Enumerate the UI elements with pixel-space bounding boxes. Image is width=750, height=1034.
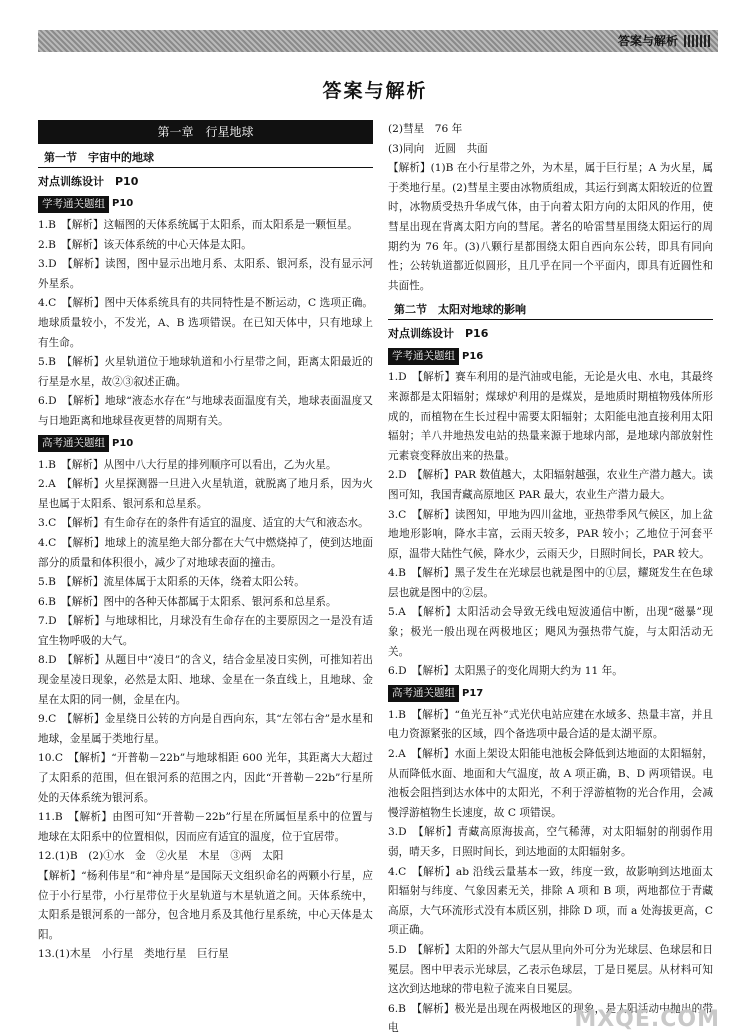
answer-item: 11.B 【解析】由图可知“开普勒－22b”行星在所属恒星系中的位置与地球在太阳系中的位置相似，因而应有适宜的温度，位于宜居带。 (38, 811, 373, 843)
answer-item: 3.C 【解析】有生命存在的条件有适宜的温度、适宜的大气和液态水。 (38, 517, 369, 530)
watermark: MXQE.COM (574, 1007, 720, 1032)
answer-item: 4.C 【解析】ab 沿线云量基本一致，纬度一致，故影响到达地面太阳辐射与纬度、气象因素无关，排除 A 项和 B 项，两地都位于青藏高原，大气环流形式没有本质区别，排除 D 项，而 a 处海拔更高，C 项正确。 (388, 865, 713, 937)
header-bar (38, 30, 718, 52)
answer-item: 5.A 【解析】太阳活动会导致无线电短波通信中断，出现“磁暴”现象；极光一般出现在两极地区；飓风为强热带气旋，与太阳活动无关。 (388, 606, 713, 658)
answer-item: 2.B 【解析】该天体系统的中心天体是太阳。 (38, 238, 252, 251)
group-page-ref: P10 (112, 198, 134, 210)
answer-list (388, 120, 713, 296)
answer-item: (2)彗星 76 年 (388, 123, 463, 135)
answer-item: 13.(1)木星 小行星 类地行星 巨行星 (38, 948, 229, 961)
group-page-ref: P10 (112, 437, 134, 449)
group-label: 学考通关题组 (388, 348, 459, 365)
answer-item: 3.C 【解析】读图知，甲地为四川盆地，亚热带季风气候区，加上盆地地形影响，降水丰富，云雨天较多，PAR 较小；乙地位于河套平原，温带大陆性气候，降水少，云雨天少，日照时间长，PAR 较大。 (388, 508, 713, 560)
training-heading: 对点训练设计 P10 (38, 175, 139, 188)
answer-item: 10.C 【解析】“开普勒－22b”与地球相距 600 光年，其距离大大超过了太阳系的范围，但在银河系的范围之内，因此“开普勒－22b”行星所处的天体系统为银河系。 (38, 752, 373, 804)
answer-item: 1.D 【解析】赛车利用的是汽油或电能，无论是火电、水电，其最终来源都是太阳辐射；煤球炉利用的是煤炭，是地质时期植物残体所形成的，而植物在生长过程中需要太阳辐射；太阳能电池直接利用太阳辐射；羊八井地热发电站的热量来源于地球内部，是地球内部放射性元素衰变释放出来的热量。 (388, 371, 713, 462)
answer-item: 6.D 【解析】太阳黑子的变化周期大约为 11 年。 (388, 665, 623, 678)
answer-item: 2.A 【解析】水面上架设太阳能电池板会降低到达地面的太阳辐射，从而降低水面、地面和大气温度，故 A 项正确，B、D 两项错误。电池板会阻挡到达水体中的太阳光，不利于浮游植物的光合作用，会减慢浮游植物生长速度，故 C 项错误。 (388, 748, 713, 819)
answer-item: 2.A 【解析】火星探测器一旦进入火星轨道，就脱离了地月系，因为火星也属于太阳系、银河系和总星系。 (38, 478, 373, 510)
answer-item: 1.B 【解析】从图中八大行星的排列顺序可以看出，乙为火星。 (38, 458, 337, 471)
answer-item: 3.D 【解析】青藏高原海拔高，空气稀薄，对太阳辐射的削弱作用弱，晴天多，日照时间长，到达地面的太阳辐射多。 (388, 826, 713, 858)
page-title: 答案与解析 (322, 80, 428, 102)
left-column (38, 120, 373, 965)
answer-item: 【解析】“杨利伟星”和“神舟星”是国际天文组织命名的两颗小行星，应位于小行星带，小行星带位于火星轨道与木星轨道之间。天体系统中，太阳系是银河系的一部分，包含地月系及其他行星系统，中心天体是太阳。 (38, 870, 373, 941)
group-page-ref: P16 (462, 350, 484, 362)
answer-item: 1.B 【解析】这幅图的天体系统属于太阳系，而太阳系是一颗恒星。 (38, 219, 358, 231)
group-label: 高考通关题组 (38, 435, 109, 452)
training-heading: 对点训练设计 P16 (388, 327, 489, 341)
answer-item: 6.B 【解析】图中的各种天体都属于太阳系、银河系和总星系。 (38, 595, 337, 608)
answer-item: 5.B 【解析】流星体属于太阳系的天体，绕着太阳公转。 (38, 576, 305, 589)
answer-item: 4.C 【解析】图中天体系统具有的共同特性是不断运动，C 选项正确。地球质量较小，不发光，A、B 选项错误。在已知天体中，只有地球上有生命。 (38, 297, 373, 349)
group-header (388, 345, 713, 367)
header-label: 答案与解析 (617, 34, 678, 48)
answer-item: 12.(1)B (2)①水 金 ②火星 木星 ③两 太阳 (38, 850, 284, 863)
group-header (38, 193, 373, 215)
answer-list (388, 368, 713, 682)
group-page-ref: P17 (462, 688, 484, 700)
answer-list (38, 216, 373, 432)
answer-item: 6.D 【解析】地球“液态水存在”与地球表面温度有关，地球表面温度又与日地距离和地球昼夜更替的周期有关。 (38, 395, 373, 427)
answer-item: 9.C 【解析】金星绕日公转的方向是自西向东，其“左邻右舍”是水星和地球，金星属于类地行星。 (38, 713, 373, 745)
answer-list (38, 456, 373, 965)
right-column (388, 120, 713, 1034)
header-decoration (684, 35, 712, 47)
answer-list (388, 706, 713, 1034)
answer-item: 【解析】(1)B 在小行星带之外，为木星，属于巨行星；A 为火星，属于类地行星。(2)彗星主要由冰物质组成，其运行到离太阳较近的位置时，冰物质受热升华成气体，由于向着太阳方向的太阳风的作用，使彗星出现在背离太阳方向的彗尾。著名的哈雷彗星围绕太阳运行的周期约为 76 年。(3)八颗行星都围绕太阳自西向东公转，即具有同向性；公转轨道都近似圆形，且几乎在同一个平面内，即具有近圆性和共面性。 (388, 162, 713, 292)
answer-item: 5.D 【解析】太阳的外部大气层从里向外可分为光球层、色球层和日冕层。图中甲表示光球层，乙表示色球层，丁是日冕层。从材料可知这次到达地球的带电粒子流来自日冕层。 (388, 943, 713, 996)
answer-item: 2.D 【解析】PAR 数值越大，太阳辐射越强，农业生产潜力越大。读图可知，我国青藏高原地区 PAR 最大，农业生产潜力最大。 (388, 469, 713, 501)
answer-item: 3.D 【解析】读图，图中显示出地月系、太阳系、银河系，没有显示河外星系。 (38, 258, 373, 290)
answer-item: 6.B 【解析】极光是出现在两极地区的现象，是太阳活动中抛出的带电 (388, 1002, 713, 1034)
group-header (38, 433, 373, 455)
answer-item: 5.B 【解析】火星轨道位于地球轨道和小行星带之间，距离太阳最近的行星是水星，故②③叙述正确。 (38, 356, 373, 388)
answer-item: 1.B 【解析】“鱼光互补”式光伏电站应建在水域多、热量丰富，并且电力资源紧张的区域，四个备选项中最合适的是太湖平原。 (388, 708, 713, 741)
answer-item: 8.D 【解析】从题目中“凌日”的含义，结合金星凌日实例，可推知若出现金星凌日现象，必然是太阳、地球、金星在一条直线上，且地球、金星在太阳的同一侧，金星在内。 (38, 654, 373, 706)
group-label: 高考通关题组 (388, 685, 459, 702)
answer-item: 4.B 【解析】黑子发生在光球层也就是图中的①层，耀斑发生在色球层也就是图中的②层。 (388, 567, 713, 599)
section-heading: 第一节 宇宙中的地球 (38, 148, 373, 168)
group-header (388, 683, 713, 705)
chapter-heading: 第一章 行星地球 (38, 120, 373, 144)
group-label: 学考通关题组 (38, 196, 109, 213)
answer-item: 4.C 【解析】地球上的流星绝大部分都在大气中燃烧掉了，使到达地面部分的质量和体积很小，减少了对地球表面的撞击。 (38, 536, 373, 569)
answer-item: 7.D 【解析】与地球相比，月球没有生命存在的主要原因之一是没有适宜生物呼吸的大气。 (38, 615, 373, 647)
answer-item: (3)同向 近圆 共面 (388, 142, 488, 155)
section-heading: 第二节 太阳对地球的影响 (388, 300, 713, 320)
